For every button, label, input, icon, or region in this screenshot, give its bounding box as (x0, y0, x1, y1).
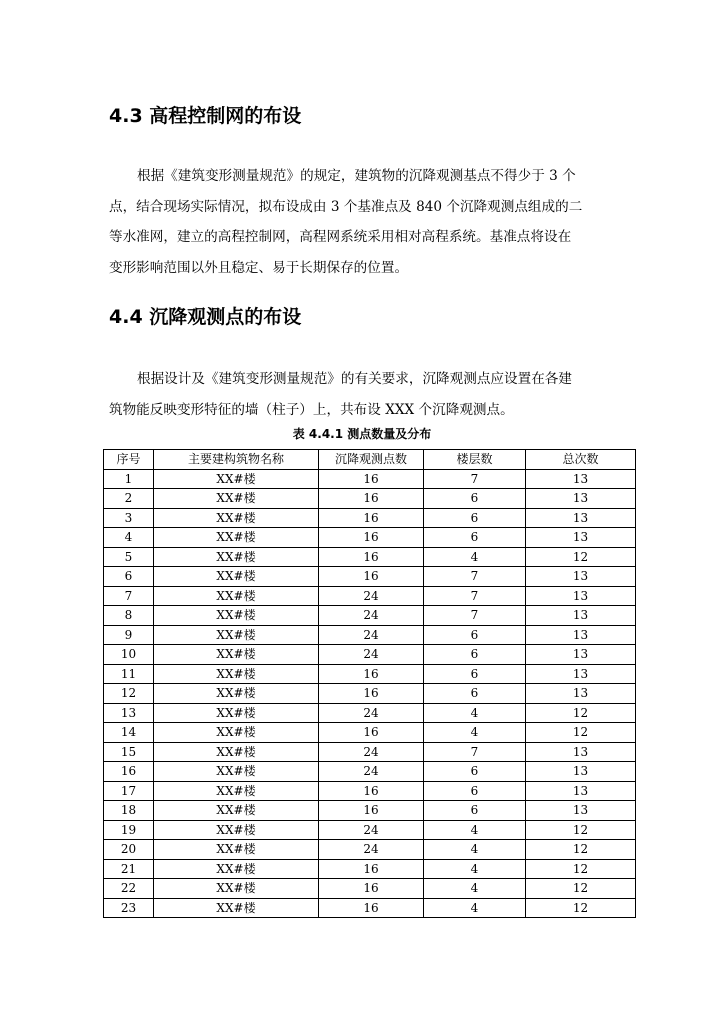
cell-floors: 6 (424, 489, 526, 509)
cell-times: 13 (526, 606, 636, 626)
section-heading-4-3: 4.3 高程控制网的布设 (109, 105, 302, 127)
table-row (104, 742, 636, 762)
table-row (104, 547, 636, 567)
cell-building: XX#楼 (154, 586, 319, 606)
cell-building: XX#楼 (154, 625, 319, 645)
cell-index: 17 (104, 781, 154, 801)
cell-building: XX#楼 (154, 820, 319, 840)
column-header-points: 沉降观测点数 (319, 450, 424, 470)
cell-index: 10 (104, 645, 154, 665)
cell-floors: 6 (424, 801, 526, 821)
cell-floors: 6 (424, 684, 526, 704)
cell-index: 7 (104, 586, 154, 606)
table-row (104, 606, 636, 626)
cell-times: 12 (526, 840, 636, 860)
cell-times: 13 (526, 528, 636, 548)
table-row (104, 781, 636, 801)
cell-points: 16 (319, 664, 424, 684)
cell-index: 20 (104, 840, 154, 860)
cell-building: XX#楼 (154, 801, 319, 821)
cell-points: 16 (319, 879, 424, 899)
table-row (104, 801, 636, 821)
cell-points: 24 (319, 606, 424, 626)
cell-times: 13 (526, 625, 636, 645)
cell-points: 16 (319, 508, 424, 528)
cell-points: 24 (319, 820, 424, 840)
cell-times: 13 (526, 469, 636, 489)
cell-points: 16 (319, 859, 424, 879)
cell-points: 16 (319, 898, 424, 918)
section-heading-4-4: 4.4 沉降观测点的布设 (109, 306, 302, 328)
cell-index: 14 (104, 723, 154, 743)
cell-building: XX#楼 (154, 762, 319, 782)
cell-index: 15 (104, 742, 154, 762)
paragraph-line: 根据设计及《建筑变形测量规范》的有关要求，沉降观测点应设置在各建 (137, 371, 572, 387)
table-row (104, 567, 636, 587)
paragraph-line: 根据《建筑变形测量规范》的规定，建筑物的沉降观测基点不得少于 3 个 (137, 168, 576, 184)
cell-floors: 6 (424, 645, 526, 665)
table-row (104, 859, 636, 879)
table-row (104, 840, 636, 860)
cell-times: 13 (526, 645, 636, 665)
cell-index: 1 (104, 469, 154, 489)
cell-index: 8 (104, 606, 154, 626)
cell-floors: 4 (424, 547, 526, 567)
cell-floors: 4 (424, 840, 526, 860)
paragraph-line: 点，结合现场实际情况，拟布设成由 3 个基准点及 840 个沉降观测点组成的二 (109, 198, 583, 215)
table-row (104, 528, 636, 548)
table-row (104, 879, 636, 899)
cell-building: XX#楼 (154, 547, 319, 567)
cell-floors: 4 (424, 703, 526, 723)
cell-index: 2 (104, 489, 154, 509)
cell-times: 12 (526, 820, 636, 840)
settlement-points-table (103, 449, 636, 918)
table-row (104, 703, 636, 723)
cell-floors: 7 (424, 742, 526, 762)
cell-points: 16 (319, 723, 424, 743)
table-row (104, 508, 636, 528)
cell-index: 11 (104, 664, 154, 684)
cell-floors: 4 (424, 898, 526, 918)
cell-points: 24 (319, 840, 424, 860)
cell-points: 16 (319, 801, 424, 821)
cell-times: 13 (526, 567, 636, 587)
cell-points: 24 (319, 586, 424, 606)
cell-floors: 4 (424, 879, 526, 899)
cell-times: 12 (526, 898, 636, 918)
cell-times: 13 (526, 508, 636, 528)
cell-times: 12 (526, 547, 636, 567)
cell-floors: 7 (424, 567, 526, 587)
cell-floors: 4 (424, 723, 526, 743)
table-row (104, 898, 636, 918)
cell-points: 24 (319, 645, 424, 665)
cell-points: 16 (319, 781, 424, 801)
cell-points: 16 (319, 567, 424, 587)
paragraph-elevation-control (109, 161, 615, 283)
cell-building: XX#楼 (154, 879, 319, 899)
cell-index: 13 (104, 703, 154, 723)
cell-times: 12 (526, 859, 636, 879)
cell-times: 13 (526, 684, 636, 704)
cell-times: 13 (526, 742, 636, 762)
column-header-times: 总次数 (526, 450, 636, 470)
cell-times: 13 (526, 801, 636, 821)
cell-points: 24 (319, 703, 424, 723)
cell-times: 12 (526, 879, 636, 899)
cell-index: 22 (104, 879, 154, 899)
cell-building: XX#楼 (154, 664, 319, 684)
column-header-index: 序号 (104, 450, 154, 470)
cell-floors: 6 (424, 528, 526, 548)
column-header-floors: 楼层数 (424, 450, 526, 470)
cell-building: XX#楼 (154, 528, 319, 548)
cell-building: XX#楼 (154, 469, 319, 489)
cell-building: XX#楼 (154, 684, 319, 704)
cell-index: 23 (104, 898, 154, 918)
cell-building: XX#楼 (154, 703, 319, 723)
cell-floors: 6 (424, 508, 526, 528)
cell-points: 16 (319, 528, 424, 548)
paragraph-line: 变形影响范围以外且稳定、易于长期保存的位置。 (109, 259, 409, 276)
cell-building: XX#楼 (154, 742, 319, 762)
cell-building: XX#楼 (154, 859, 319, 879)
table-row (104, 645, 636, 665)
cell-points: 24 (319, 762, 424, 782)
cell-points: 16 (319, 547, 424, 567)
column-header-building: 主要建构筑物名称 (154, 450, 319, 470)
cell-index: 6 (104, 567, 154, 587)
cell-building: XX#楼 (154, 840, 319, 860)
cell-floors: 4 (424, 859, 526, 879)
cell-floors: 6 (424, 781, 526, 801)
cell-index: 9 (104, 625, 154, 645)
paragraph-settlement-points (109, 364, 615, 425)
cell-index: 5 (104, 547, 154, 567)
table-header-row (104, 450, 636, 470)
cell-index: 3 (104, 508, 154, 528)
table-row (104, 820, 636, 840)
cell-times: 12 (526, 723, 636, 743)
cell-points: 16 (319, 489, 424, 509)
table-caption: 表 4.4.1 测点数量及分布 (292, 427, 432, 441)
cell-index: 4 (104, 528, 154, 548)
table-row (104, 489, 636, 509)
cell-times: 13 (526, 586, 636, 606)
cell-floors: 6 (424, 762, 526, 782)
table-row (104, 762, 636, 782)
cell-building: XX#楼 (154, 606, 319, 626)
cell-building: XX#楼 (154, 567, 319, 587)
paragraph-line: 等水准网，建立的高程控制网，高程网系统采用相对高程系统。基准点将设在 (109, 229, 572, 245)
cell-building: XX#楼 (154, 645, 319, 665)
cell-times: 13 (526, 781, 636, 801)
cell-points: 24 (319, 742, 424, 762)
table-row (104, 586, 636, 606)
cell-times: 13 (526, 489, 636, 509)
cell-building: XX#楼 (154, 781, 319, 801)
cell-times: 13 (526, 762, 636, 782)
table-row (104, 625, 636, 645)
cell-index: 18 (104, 801, 154, 821)
cell-index: 19 (104, 820, 154, 840)
cell-times: 13 (526, 664, 636, 684)
cell-floors: 4 (424, 820, 526, 840)
cell-index: 21 (104, 859, 154, 879)
cell-building: XX#楼 (154, 723, 319, 743)
cell-floors: 6 (424, 664, 526, 684)
table-row (104, 684, 636, 704)
cell-points: 16 (319, 684, 424, 704)
table-row (104, 664, 636, 684)
cell-floors: 7 (424, 469, 526, 489)
cell-building: XX#楼 (154, 508, 319, 528)
table-row (104, 723, 636, 743)
cell-points: 16 (319, 469, 424, 489)
cell-building: XX#楼 (154, 898, 319, 918)
paragraph-line: 筑物能反映变形特征的墙（柱子）上，共布设 XXX 个沉降观测点。 (109, 401, 514, 418)
cell-index: 12 (104, 684, 154, 704)
cell-floors: 7 (424, 606, 526, 626)
cell-floors: 7 (424, 586, 526, 606)
table-row (104, 469, 636, 489)
cell-index: 16 (104, 762, 154, 782)
cell-times: 12 (526, 703, 636, 723)
cell-building: XX#楼 (154, 489, 319, 509)
cell-points: 24 (319, 625, 424, 645)
cell-floors: 6 (424, 625, 526, 645)
